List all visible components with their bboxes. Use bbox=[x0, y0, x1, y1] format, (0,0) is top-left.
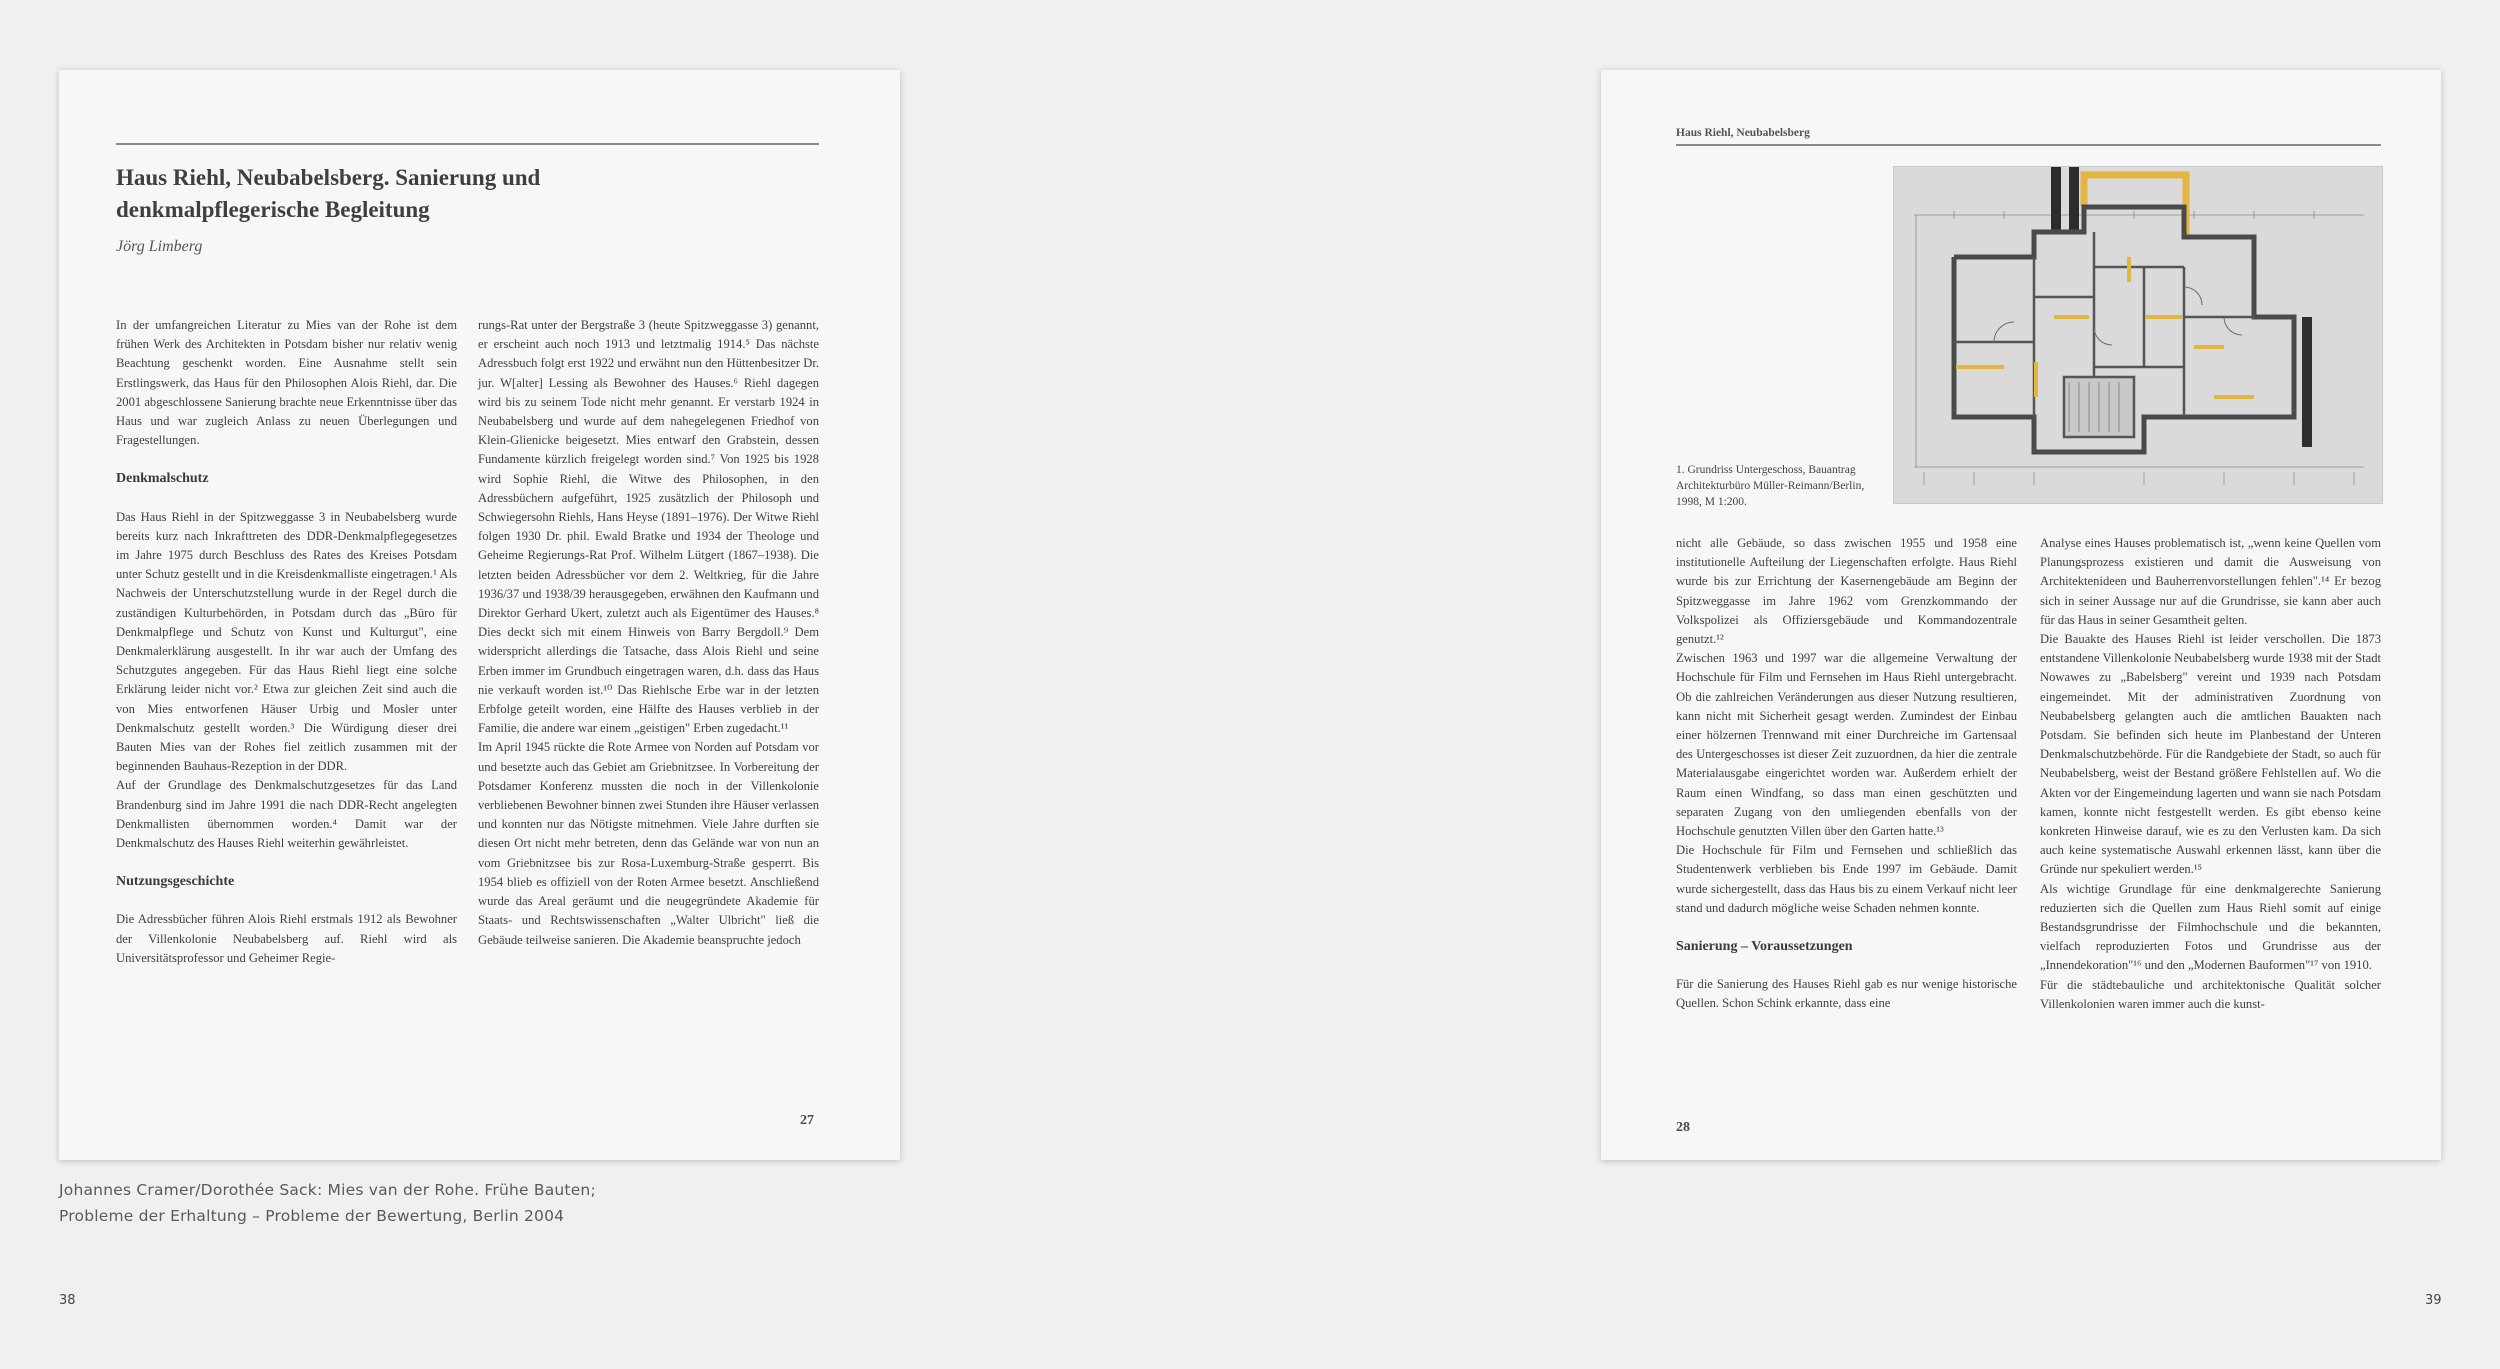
paragraph: nicht alle Gebäude, so dass zwischen 1955 und 1958 eine institutionelle Aufteilung der Liegenschaften erfolgte. Haus Riehl wurde bis zur Errichtung der Kasernengebäude am Beginn der Spitzweggasse im Jahre 1962 vom Grenzkommando der Volkspolizei als Offiziersgebäude und Kommandozentrale genutzt.¹² bbox=[1676, 536, 2017, 647]
floor-plan-figure bbox=[1893, 166, 2383, 504]
paragraph: Zwischen 1963 und 1997 war die allgemeine Verwaltung der Hochschule für Film und Fernsehen im Haus Riehl untergebracht. Ob die zahlreichen Veränderungen aus dieser Nutzung resultieren, kann nicht mit Sicherheit gesagt werden. Zumindest der Einbau einer hölzernen Trennwand mit einer Durchreiche im Gartensaal des Untergeschosses ist dieser Zeit zuzuordnen, da hier die zentrale Materialausgabe eingerichtet worden war. Außerdem erhielt der Raum einen Windfang, so dass man einen geschützten und separaten Zugang von den umliegenden ebenfalls von der Hochschule genutzten Villen über den Garten hatte.¹³ bbox=[1676, 651, 2017, 839]
intro-paragraph: In der umfangreichen Literatur zu Mies van der Rohe ist dem frühen Werk des Architekten in Potsdam bisher nur relativ wenig Beachtung geschenkt worden. Eine Ausnahme stellt sein Erstlingswerk, das Haus für den Philosophen Alois Riehl, dar. Die 2001 abgeschlossene Sanierung brachte neue Erkenntnisse über das Haus und war zugleich Anlass zu neuen Überlegungen und Fragestellungen. bbox=[116, 318, 457, 448]
paragraph: Auf der Grundlage des Denkmalschutzgesetzes für das Land Brandenburg sind im Jahre 1991 die nach DDR-Recht angelegten Denkmallisten übernommen worden.⁴ Damit war der Denkmalschutz des Hauses Riehl weiterhin gewährleistet. bbox=[116, 778, 457, 851]
left-page bbox=[59, 70, 900, 1160]
paragraph: Die Bauakte des Hauses Riehl ist leider verschollen. Die 1873 entstandene Villenkolonie Neubabelsberg wurde 1938 mit der Stadt Nowawes zu „Babelsberg" vereint und 1939 nach Potsdam eingemeindet. Mit der administrativen Zuordnung von Neubabelsberg gelangten auch die amtlichen Bauakten nach Potsdam. Sie befinden sich heute im Planbestand der Unteren Denkmalschutzbehörde. Für die Randgebiete der Stadt, so auch für Neubabelsberg, weist der Bestand größere Fehlstellen auf. Wo die Akten vor der Eingemeindung lagerten und wann sie nach Potsdam kamen, konnte nicht festgestellt werden. Es gibt ebenso keine konkreten Hinweise darauf, wie es zu den Verlusten kam. Da sich auch keine systematische Auswahl erkennen lässt, kann über die Gründe nur spekuliert werden.¹⁵ bbox=[2040, 632, 2381, 877]
book-page-number-right: 39 bbox=[2425, 1293, 2442, 1308]
paragraph: Analyse eines Hauses problematisch ist, „wenn keine Quellen vom Planungsprozess existieren und damit die Ausweisung von Architektenideen und Bauherrenvorstellungen fehlen".¹⁴ Er bezog sich in seiner Aussage nur auf die Grundrisse, sie kann aber auch für das Haus in seiner Gesamtheit gelten. bbox=[2040, 536, 2381, 627]
paragraph: Das Haus Riehl in der Spitzweggasse 3 in Neubabelsberg wurde bereits kurz nach Inkrafttreten des DDR-Denkmalpflegegesetzes im Jahre 1975 durch Beschluss des Rates des Kreises Potsdam unter Schutz gestellt und in die Kreisdenkmalliste eingetragen.¹ Als Nachweis der Unterschutzstellung wurde in der Regel durch die zuständigen Kulturbehörden, in Potsdam durch das „Büro für Denkmalpflege und Schutz von Kunst und Kulturgut", eine Denkmalerklärung ausgestellt. In ihr war auch der Umfang des Schutzgutes angegeben. Für das Haus Riehl liegt eine solche Erklärung leider nicht vor.² Etwa zur gleichen Zeit sind auch die von Mies entworfenen Häuser Urbig und Mosler unter Denkmalschutz gestellt worden.³ Die Würdigung dieser drei Bauten Mies van der Rohes fiel zeitlich zusammen mit der beginnenden Bauhaus-Rezeption in der DDR. bbox=[116, 509, 457, 774]
credit-line: Probleme der Erhaltung – Probleme der Bewertung, Berlin 2004 bbox=[59, 1207, 565, 1225]
left-column-2 bbox=[478, 316, 819, 950]
right-page bbox=[1601, 70, 2441, 1160]
paragraph: Für die städtebauliche und architektonische Qualität solcher Villenkolonien waren immer auch die kunst- bbox=[2040, 977, 2381, 1011]
right-column-1 bbox=[1676, 534, 2017, 1014]
credit-line: Johannes Cramer/Dorothée Sack: Mies van der Rohe. Frühe Bauten; bbox=[59, 1181, 596, 1199]
paragraph: Die Adressbücher führen Alois Riehl erstmals 1912 als Bewohner der Villenkolonie Neubabelsberg auf. Riehl wird als Universitätsprofessor und Geheimer Regie- bbox=[116, 912, 457, 965]
right-column-2 bbox=[2040, 534, 2381, 1014]
book-page-number-left: 38 bbox=[59, 1293, 76, 1308]
book-credit bbox=[59, 1177, 596, 1229]
paragraph: Im April 1945 rückte die Rote Armee von Norden auf Potsdam vor und besetzte auch das Gebiet am Griebnitzsee. In Vorbereitung der Potsdamer Konferenz mussten die noch in der Villenkolonie verbliebenen Bewohner binnen zwei Stunden ihre Häuser verlassen und konnten nur das Nötigste mitnehmen. Viele Jahre durften sie diesen Ort nicht mehr betreten, denn das Gelände war von nun an vom Griebnitzsee bis zur Rosa-Luxemburg-Straße gesperrt. Bis 1954 blieb es offiziell von der Roten Armee besetzt. Anschließend wurde das Areal geräumt und die neugegründete Akademie für Staats- und Rechtswissenschaften „Walter Ulbricht" ließ die Gebäude teilweise sanieren. Die Akademie beanspruchte jedoch bbox=[478, 740, 819, 947]
page-number: 27 bbox=[800, 1113, 814, 1128]
paragraph: rungs-Rat unter der Bergstraße 3 (heute Spitzweggasse 3) genannt, er erscheint auch noch 1913 und letztmalig 1914.⁵ Das nächste Adressbuch folgt erst 1922 und erwähnt nun den Hüttenbesitzer Dr. jur. W[alter] Lessing als Bewohner des Hauses.⁶ Riehl dagegen wird bis zu seinem Tode nicht mehr genannt. Er verstarb 1924 in Neubabelsberg und wurde auf dem nahegelegenen Friedhof von Klein-Glienicke beigesetzt. Mies entwarf den Grabstein, dessen Fundamente kürzlich freigelegt worden sind.⁷ Von 1925 bis 1928 wird Sophie Riehl, die Witwe des Philosophen, in den Adressbüchern aufgeführt, 1925 zusätzlich der Philosoph und Schwiegersohn Riehls, Hans Heyse (1891–1976). Der Witwe Riehl folgen 1930 Dr. phil. Ewald Bratke und 1934 der Theologe und Geheime Regierungs-Rat Prof. Wilhelm Lütgert (1867–1938). Die letzten beiden Adressbücher vor dem 2. Weltkrieg, für die Jahre 1936/37 und 1938/39 herausgegeben, erwähnen den Kaufmann und Direktor Gerhard Ukert, zuletzt auch als Eigentümer des Hauses.⁸ Dies deckt sich mit einem Hinweis von Barry Bergdoll.⁹ Dem widerspricht allerdings die Tatsache, dass Alois Riehl und seine Erben immer im Grundbuch eingetragen waren, d.h. dass das Haus nie verkauft worden ist.¹⁰ Das Riehlsche Erbe war in der letzten Erbfolge geteilt worden, eine Hälfte des Hauses verblieb in der Familie, die andere war einem „geistigen" Erben zugedacht.¹¹ bbox=[478, 318, 819, 736]
header-rule bbox=[116, 143, 819, 145]
heading-denkmalschutz: Denkmalschutz bbox=[116, 471, 209, 487]
page-number: 28 bbox=[1676, 1120, 1690, 1135]
left-column-1 bbox=[116, 316, 457, 968]
article-title: Haus Riehl, Neubabelsberg. Sanierung und denkmalpflegerische Begleitung bbox=[116, 165, 541, 222]
floor-plan-drawing bbox=[1894, 167, 2382, 503]
paragraph: Für die Sanierung des Hauses Riehl gab es nur wenige historische Quellen. Schon Schink erkannte, dass eine bbox=[1676, 977, 2017, 1011]
heading-nutzungsgeschichte: Nutzungsgeschichte bbox=[116, 874, 235, 890]
figure-caption: 1. Grundriss Untergeschoss, Bauantrag Architekturbüro Müller-Reimann/Berlin, 1998, M 1:200. bbox=[1676, 464, 1865, 508]
article-author: Jörg Limberg bbox=[116, 238, 203, 255]
paragraph: Die Hochschule für Film und Fernsehen und schließlich das Studentenwerk verblieben bis Ende 1997 im Gebäude. Damit wurde sichergestellt, dass das Haus bis zu einem Verkauf nicht leer stand und dadurch mögliche weise Schaden nehmen konnte. bbox=[1676, 843, 2017, 915]
running-head: Haus Riehl, Neubabelsberg bbox=[1676, 127, 1810, 139]
paragraph: Als wichtige Grundlage für eine denkmalgerechte Sanierung reduzierten sich die Quellen zum Haus Riehl somit auf einige Bestandsgrundrisse der Filmhochschule und die bekannten, vielfach reproduzierten Fotos und Grundrisse aus der „Innendekoration"¹⁶ und den „Modernen Bauformen"¹⁷ von 1910. bbox=[2040, 881, 2381, 973]
heading-sanierung: Sanierung – Voraussetzungen bbox=[1676, 939, 1853, 955]
header-rule bbox=[1676, 144, 2381, 146]
